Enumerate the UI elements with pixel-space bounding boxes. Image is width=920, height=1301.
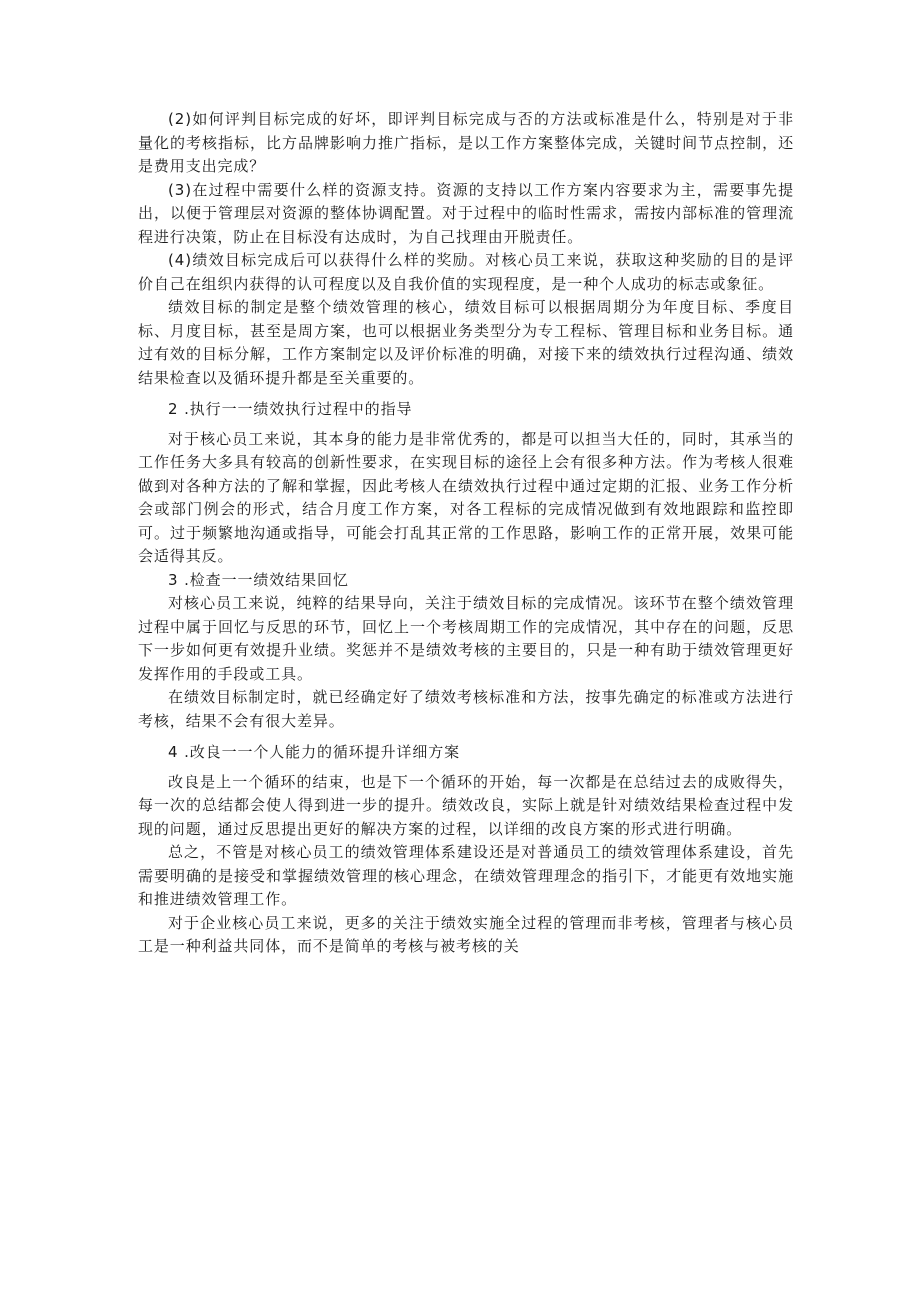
paragraph-goal-setting: 绩效目标的制定是整个绩效管理的核心，绩效目标可以根据周期分为年度目标、季度目标、月度目标，甚至是周方案，也可以根据业务类型分为专工程标、管理目标和业务目标。通过有效的目标分解，工作方案制定以及评价标准的明确，对接下来的绩效执行过程沟通、绩效结果检查以及循环提升都是至关重要的。 — [138, 298, 794, 387]
paragraph-criteria: (2)如何评判目标完成的好坏，即评判目标完成与否的方法或标准是什么，特别是对于非量化的考核指标，比方品牌影响力推广指标，是以工作方案整体完成，关键时间节点控制，还是费用支出完成？ — [138, 110, 794, 175]
paragraph-execution-guidance: 对于核心员工来说，其本身的能力是非常优秀的，都是可以担当大任的，同时，其承当的工作任务大多具有较高的创新性要求，在实现目标的途径上会有很多种方法。作为考核人很难做到对各种方法的了解和掌握，因此考核人在绩效执行过程中通过定期的汇报、业务工作分析会或部门例会的形式，结合月度工作方案，对各工程标的完成情况做到有效地跟踪和监控即可。过于频繁地沟通或指导，可能会打乱其正常的工作思路，影响工作的正常开展，效果可能会适得其反。 — [138, 429, 794, 565]
paragraph-improvement: 改良是上一个循环的结束，也是下一个循环的开始，每一次都是在总结过去的成败得失，每一次的总结都会使人得到进一步的提升。绩效改良，实际上就是针对绩效结果检查过程中发现的问题，通过反思提出更好的解决方案的过程，以详细的改良方案的形式进行明确。 — [138, 772, 794, 838]
paragraph-rewards: (4)绩效目标完成后可以获得什么样的奖励。对核心员工来说，获取这种奖励的目的是评价自己在组织内获得的认可程度以及自我价值的实现程度，是一种个人成功的标志或象征。 — [138, 251, 794, 293]
section-heading-execute: 2 .执行一一绩效执行过程中的指导 — [168, 400, 413, 418]
paragraph-resources: (3)在过程中需要什么样的资源支持。资源的支持以工作方案内容要求为主，需要事先提出，以便于管理层对资源的整体协调配置。对于过程中的临时性需求，需按内部标准的管理流程进行决策，防止在目标没有达成时，为自己找理由开脱责任。 — [138, 180, 794, 246]
paragraph-closing: 对于企业核心员工来说，更多的关注于绩效实施全过程的管理而非考核，管理者与核心员工是一种利益共同体，而不是简单的考核与被考核的关 — [138, 913, 794, 955]
section-heading-check: 3 .检查一一绩效结果回忆 — [168, 570, 349, 589]
paragraph-results-review: 对核心员工来说，纯粹的结果导向，关注于绩效目标的完成情况。该环节在整个绩效管理过程中属于回忆与反思的环节，回忆上一个考核周期工作的完成情况，其中存在的问题，反思下一步如何更有效提升业绩。奖惩并不是绩效考核的主要目的，只是一种有助于绩效管理更好发挥作用的手段或工具。 — [138, 594, 794, 683]
paragraph-summary: 总之，不管是对核心员工的绩效管理体系建设还是对普通员工的绩效管理体系建设，首先需要明确的是接受和掌握绩效管理的核心理念，在绩效管理理念的指引下，才能更有效地实施和推进绩效管理工作。 — [138, 843, 794, 908]
paragraph-standards: 在绩效目标制定时，就已经确定好了绩效考核标准和方法，按事先确定的标准或方法进行考核，结果不会有很大差异。 — [138, 688, 794, 730]
section-heading-improve: 4 .改良一一个人能力的循环提升详细方案 — [168, 743, 461, 761]
document-page — [138, 108, 794, 959]
